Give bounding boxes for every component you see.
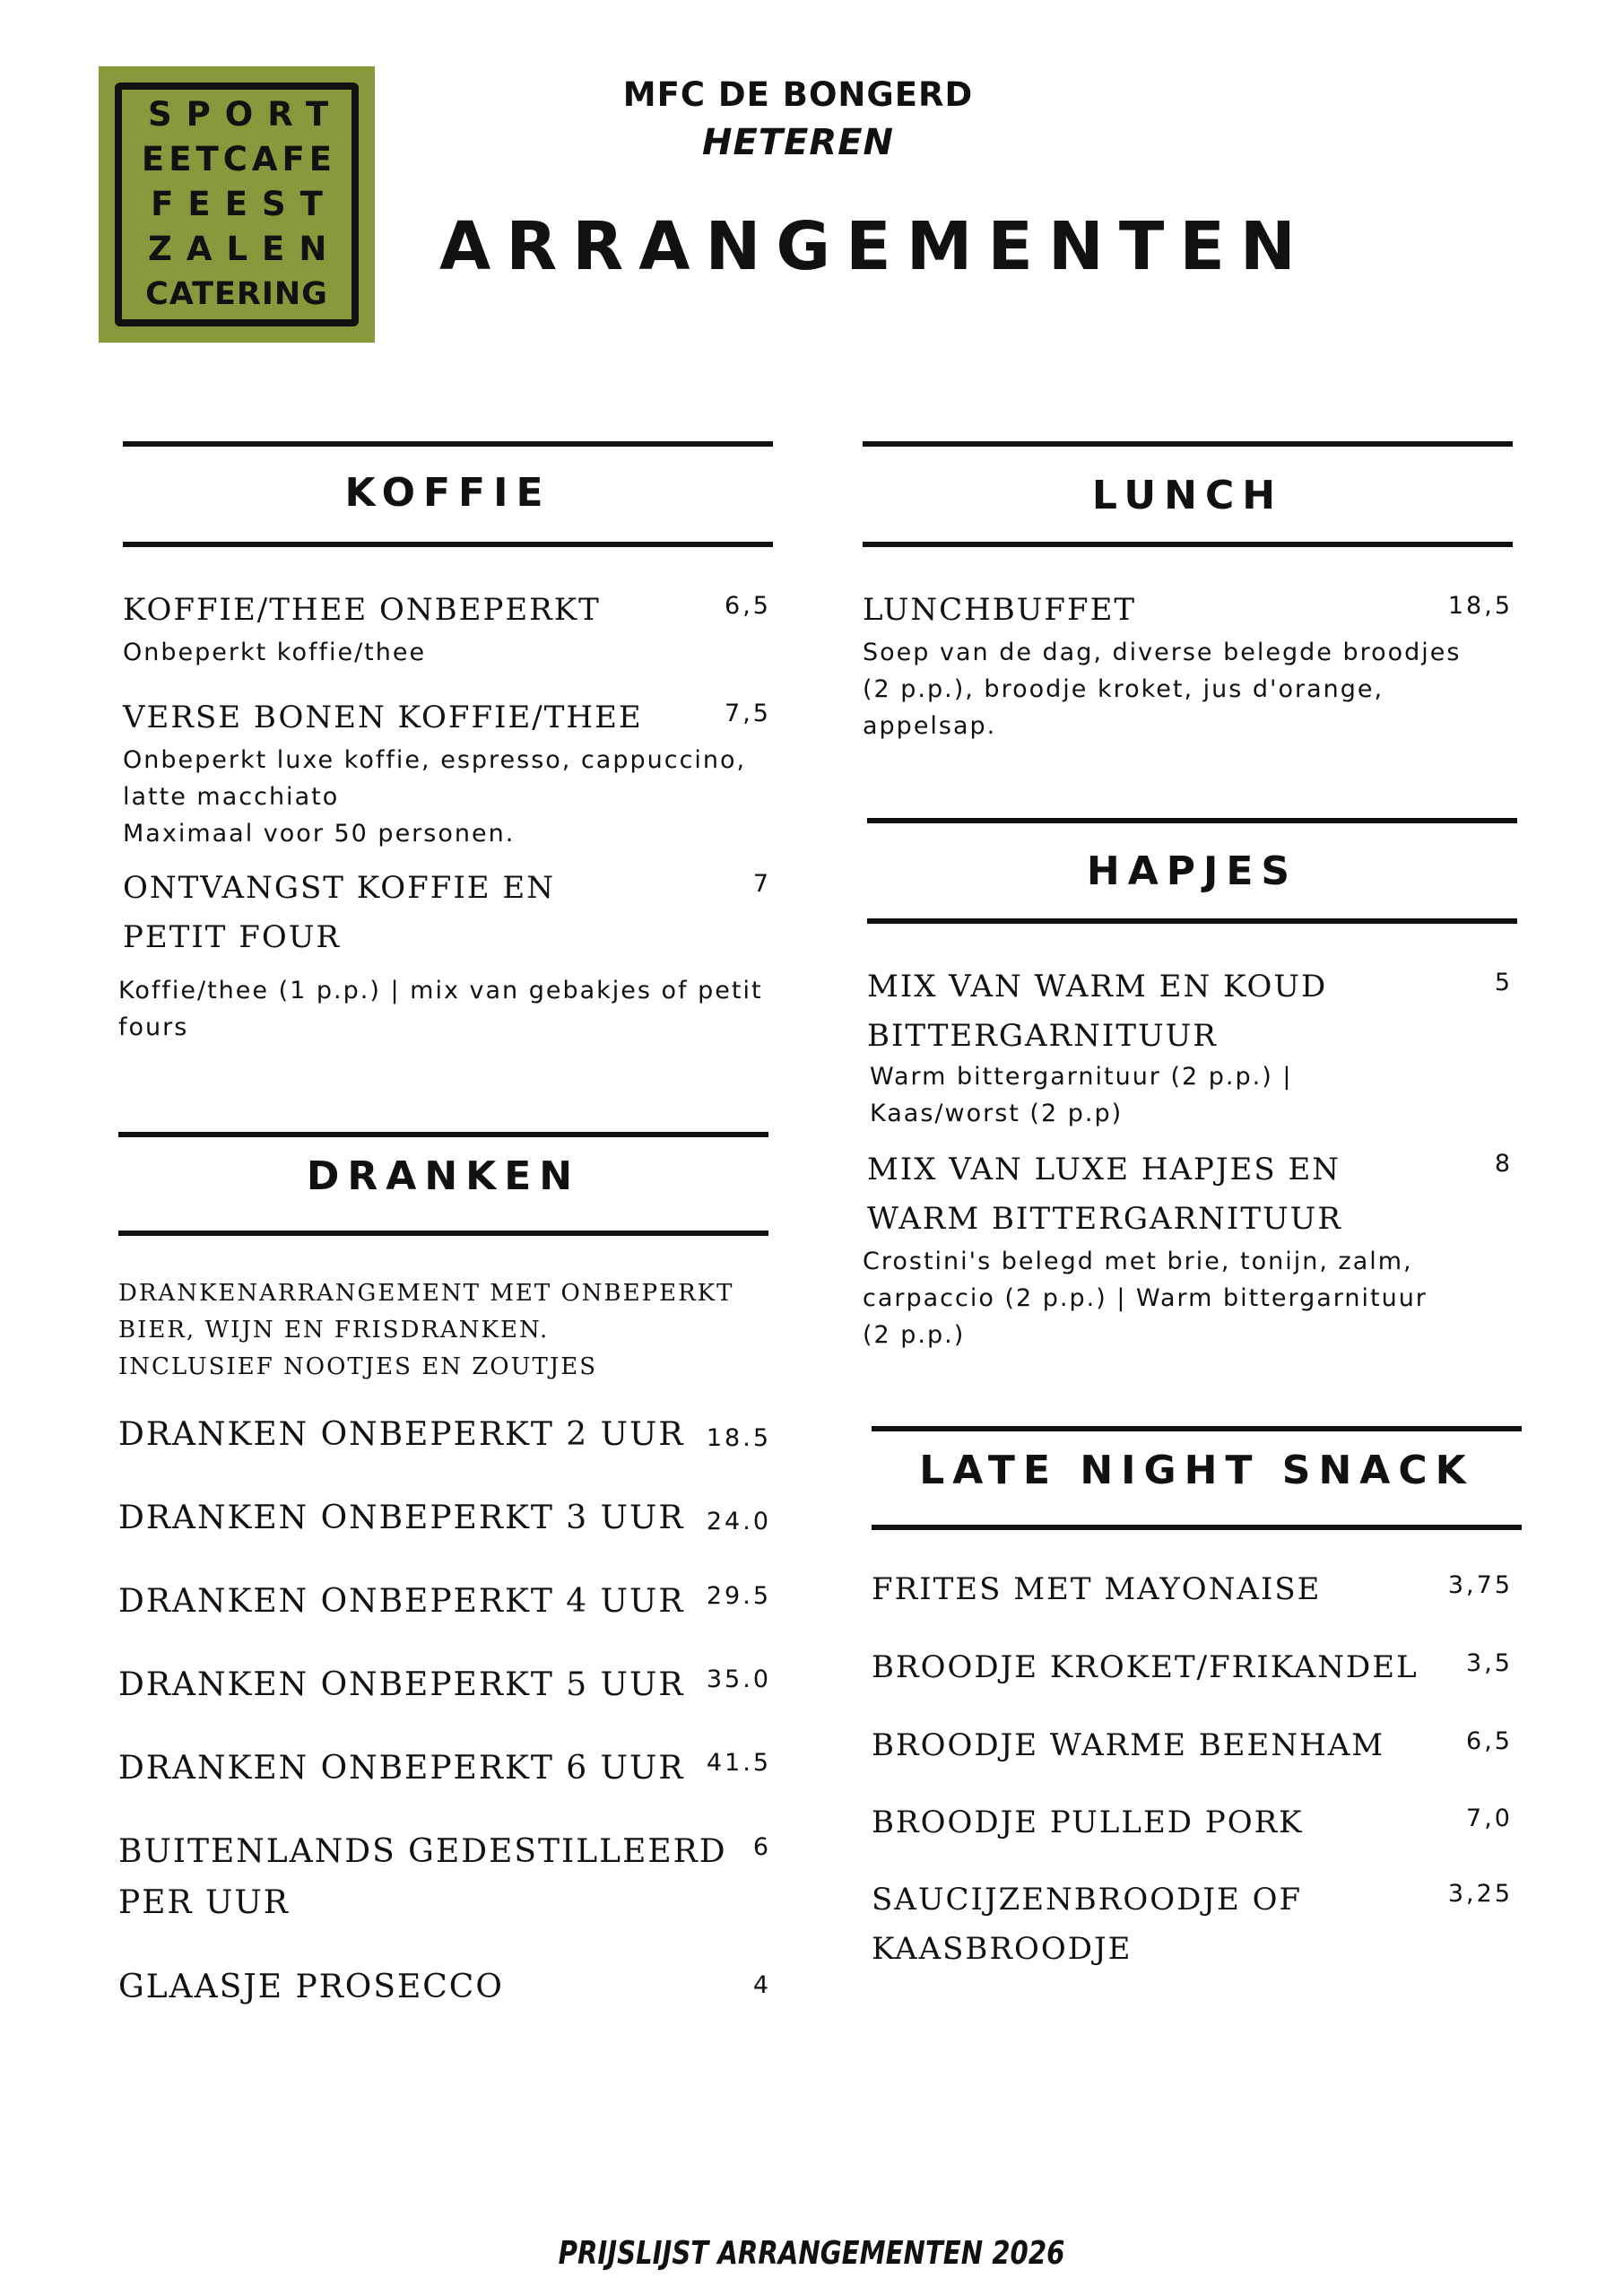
koffie-item-price: 7,5 [725, 700, 771, 727]
dranken-item-price: 6 [752, 1833, 771, 1861]
hapjes-item-price: 8 [1494, 1150, 1513, 1178]
hapjes-item-desc: Kaas/worst (2 p.p) [870, 1100, 1124, 1127]
hapjes-item-name: MIX VAN WARM EN KOUD [867, 969, 1328, 1004]
koffie-item-desc: Maximaal voor 50 personen. [123, 820, 516, 848]
lunch-item-desc: appelsap. [863, 712, 997, 740]
lunch-item-name: LUNCHBUFFET [863, 592, 1137, 628]
lunch-item-desc: (2 p.p.), broodje kroket, jus d'orange, [863, 675, 1384, 703]
late-night-item-name: BROODJE KROKET/FRIKANDEL [872, 1649, 1419, 1685]
koffie-item-price: 6,5 [725, 592, 771, 620]
dranken-item-name: DRANKEN ONBEPERKT 6 UUR [118, 1750, 685, 1787]
dranken-item-price: 29.5 [706, 1582, 771, 1610]
late-night-rule-top [872, 1426, 1522, 1431]
late-night-item-name: BROODJE WARME BEENHAM [872, 1727, 1385, 1763]
club-name: MFC DE BONGERD [622, 75, 974, 114]
dranken-item-name: DRANKEN ONBEPERKT 4 UUR [118, 1583, 685, 1620]
hapjes-item-desc: Crostini's belegd met brie, tonijn, zalm, [863, 1248, 1413, 1275]
hapjes-title: HAPJES [1086, 848, 1298, 894]
dranken-item-name: DRANKEN ONBEPERKT 3 UUR [118, 1500, 685, 1536]
late-night-rule-bottom [872, 1525, 1522, 1530]
late-night-item-price: 7,0 [1466, 1805, 1513, 1832]
hapjes-item-name: WARM BITTERGARNITUUR [867, 1201, 1342, 1237]
hapjes-item-desc: carpaccio (2 p.p.) | Warm bittergarnituur [863, 1284, 1428, 1312]
dranken-item-name: PER UUR [118, 1884, 290, 1921]
hapjes-item-name: MIX VAN LUXE HAPJES EN [867, 1152, 1341, 1187]
late-night-item-name: KAASBROODJE [872, 1931, 1133, 1967]
lunch-rule-bottom [863, 542, 1513, 547]
logo-line-zalen: ZALEN [148, 230, 342, 268]
dranken-title: DRANKEN [306, 1153, 581, 1199]
logo-line-eetcafe: EETCAFE [141, 140, 337, 178]
dranken-item-price: 35.0 [706, 1665, 771, 1693]
lunch-title: LUNCH [1091, 473, 1284, 518]
dranken-item-name: BUITENLANDS GEDESTILLEERD [118, 1833, 727, 1870]
koffie-item-name: PETIT FOUR [123, 919, 342, 955]
lunch-item-desc: Soep van de dag, diverse belegde broodjes [863, 639, 1462, 666]
footer-title: PRIJSLIJST ARRANGEMENTEN 2026 [558, 2235, 1065, 2272]
koffie-item-desc: latte macchiato [123, 783, 340, 811]
logo-line-sport: SPORT [148, 95, 343, 134]
lunch-rule-top [863, 441, 1513, 447]
late-night-item-price: 3,75 [1447, 1571, 1513, 1599]
koffie-item-name: VERSE BONEN KOFFIE/THEE [123, 700, 643, 735]
koffie-rule-top [123, 441, 773, 447]
dranken-note: DRANKENARRANGEMENT MET ONBEPERKT [118, 1280, 734, 1307]
logo-frame [115, 83, 359, 326]
logo-line-feest: FEEST [151, 185, 337, 223]
late-night-item-price: 3,5 [1466, 1649, 1513, 1677]
koffie-item-desc: Onbeperkt luxe koffie, espresso, cappuccino, [123, 746, 747, 774]
koffie-item-name: ONTVANGST KOFFIE EN [123, 870, 555, 906]
late-night-title: LATE NIGHT SNACK [919, 1448, 1474, 1493]
dranken-item-price: 41.5 [706, 1749, 771, 1777]
koffie-rule-bottom [123, 542, 773, 547]
koffie-item-desc: Koffie/thee (1 p.p.) | mix van gebakjes of petit [118, 977, 763, 1004]
logo-line-catering: CATERING [145, 276, 328, 312]
dranken-item-name: DRANKEN ONBEPERKT 2 UUR [118, 1416, 685, 1453]
koffie-item-name: KOFFIE/THEE ONBEPERKT [123, 592, 601, 628]
hapjes-rule-top [867, 818, 1517, 823]
hapjes-item-desc: (2 p.p.) [863, 1321, 966, 1349]
dranken-note: INCLUSIEF NOOTJES EN ZOUTJES [118, 1353, 598, 1380]
late-night-item-name: BROODJE PULLED PORK [872, 1805, 1304, 1840]
lunch-item-price: 18,5 [1447, 592, 1513, 620]
logo [99, 66, 375, 343]
koffie-title: KOFFIE [344, 470, 551, 516]
dranken-rule-top [118, 1132, 768, 1137]
hapjes-item-desc: Warm bittergarnituur (2 p.p.) | [870, 1063, 1293, 1091]
hapjes-item-price: 5 [1494, 969, 1513, 996]
late-night-item-name: FRITES MET MAYONAISE [872, 1571, 1322, 1607]
dranken-item-name: DRANKEN ONBEPERKT 5 UUR [118, 1666, 685, 1703]
dranken-item-price: 24.0 [706, 1508, 771, 1535]
dranken-item-price: 18.5 [706, 1424, 771, 1452]
page-title: ARRANGEMENTEN [439, 208, 1311, 285]
koffie-item-desc: fours [118, 1013, 189, 1041]
dranken-item-price: 4 [752, 1971, 771, 1999]
hapjes-item-name: BITTERGARNITUUR [867, 1018, 1218, 1054]
late-night-item-price: 3,25 [1447, 1880, 1513, 1908]
club-town: HETEREN [701, 122, 894, 163]
dranken-rule-bottom [118, 1231, 768, 1236]
dranken-item-name: GLAASJE PROSECCO [118, 1969, 504, 2005]
koffie-item-desc: Onbeperkt koffie/thee [123, 639, 427, 666]
late-night-item-name: SAUCIJZENBROODJE OF [872, 1882, 1303, 1918]
hapjes-rule-bottom [867, 918, 1517, 924]
late-night-item-price: 6,5 [1466, 1727, 1513, 1755]
dranken-note: BIER, WIJN EN FRISDRANKEN. [118, 1317, 550, 1344]
koffie-item-price: 7 [752, 870, 771, 898]
